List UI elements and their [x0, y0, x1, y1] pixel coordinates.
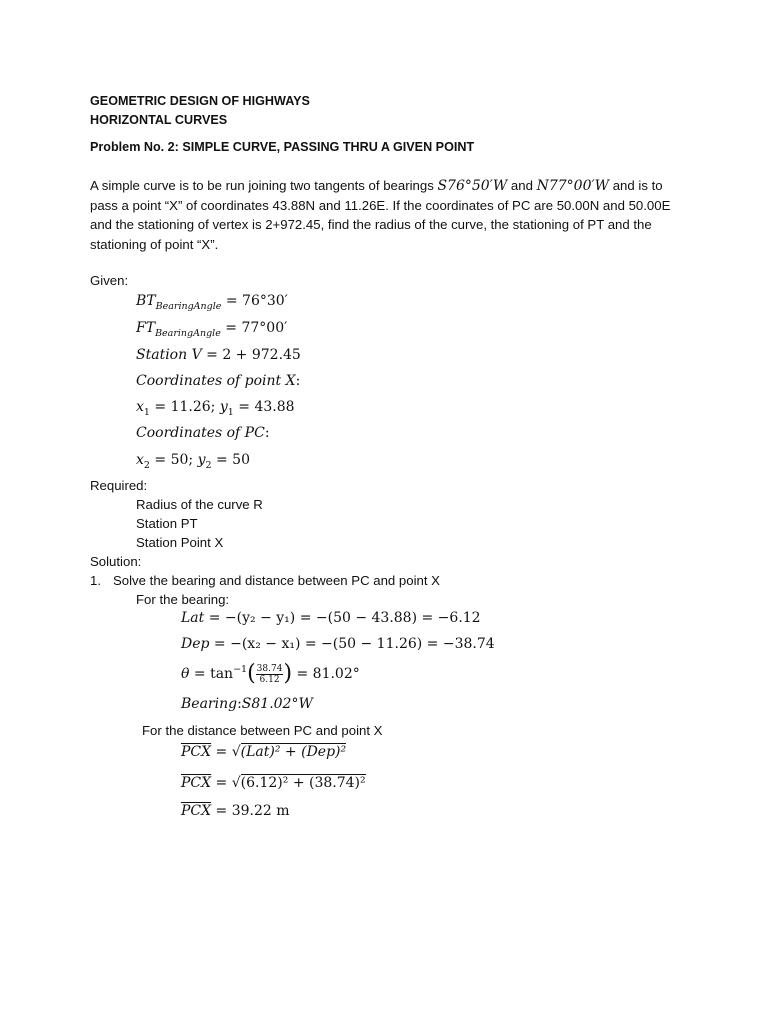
- bearing-result-label: Bearing: [181, 696, 238, 712]
- pcx-substitution: $\overline{PCX} = √(6.12)^2 + (38.74)^2$: [181, 775, 366, 791]
- bearing-1: S76°50′W: [437, 178, 508, 194]
- lat-eq-value: = −(y₂ − y₁) = −(50 − 43.88) = −6.12: [204, 610, 481, 626]
- theta-result: = 81.02°: [292, 666, 360, 682]
- given-x2-y2: $x_2 = 50$; $y_2 = 50$: [136, 452, 250, 471]
- pcx-symbol: $\overline{PCX}$: [181, 744, 212, 760]
- ft-value: = 77°00′: [220, 320, 288, 336]
- given-label: Given:: [90, 273, 129, 288]
- given-coord-pc-heading: Coordinates of PC:: [136, 425, 270, 441]
- coord-pc-label: Coordinates of PC: [136, 425, 265, 441]
- theta-equation: $\theta = \tan^{-1}$( $\frac{38.74}{6.12}$ ) = 81.02°: [181, 661, 360, 686]
- theta-denominator: 6.12: [259, 674, 280, 685]
- step-1-text: Solve the bearing and distance between PC and point X: [113, 573, 440, 588]
- given-bt: [136, 292, 288, 316]
- x1-value: = 11.26;: [149, 399, 220, 415]
- distance-intro: For the distance between PC and point X: [142, 723, 383, 738]
- problem-text-b: and: [507, 178, 537, 193]
- topic-title: HORIZONTAL CURVES: [90, 113, 228, 127]
- x2-value: = 50;: [149, 452, 198, 468]
- bearing-2: N77°00′W: [536, 178, 610, 194]
- course-title: GEOMETRIC DESIGN OF HIGHWAYS: [90, 94, 310, 108]
- dep-eq-value: = −(x₂ − x₁) = −(50 − 11.26) = −38.74: [209, 636, 495, 652]
- problem-statement: [90, 176, 690, 254]
- lat-equation: Lat = −(y₂ − y₁) = −(50 − 43.88) = −6.12: [181, 610, 481, 626]
- pcx-formula: $\overline{PCX} = √(Lat)^2 + (Dep)^2$: [181, 744, 347, 760]
- required-item: Station Point X: [136, 535, 224, 550]
- given-coord-x-heading: Coordinates of point X:: [136, 373, 301, 389]
- pcx-result-value: = 39.22 m: [211, 803, 290, 819]
- theta-fraction: [256, 664, 284, 685]
- step-1-number: 1.: [90, 573, 101, 588]
- y2-value: = 50: [211, 452, 250, 468]
- required-item: Radius of the curve R: [136, 497, 263, 512]
- bt-subscript: BearingAngle: [155, 301, 222, 312]
- bt-symbol: BT: [136, 293, 156, 309]
- given-station-v: [136, 346, 301, 364]
- solution-label: Solution:: [90, 554, 142, 569]
- given-ft: [136, 319, 287, 343]
- pcx-radicand-2: (6.12)² + (38.74)²: [240, 775, 366, 791]
- ft-subscript: BearingAngle: [155, 328, 221, 339]
- theta-numerator: 38.74: [256, 663, 283, 674]
- dep-equation: Dep = −(x₂ − x₁) = −(50 − 11.26) = −38.74: [181, 636, 495, 652]
- bt-value: = 76°30′: [221, 293, 288, 309]
- problem-text-a: A simple curve is to be run joining two tangents of bearings: [90, 178, 438, 193]
- given-x1-y1: $x_1 = 11.26$; $y_1 = 43.88$: [136, 399, 295, 418]
- pcx-result: [181, 802, 290, 820]
- bearing-intro: For the bearing:: [136, 592, 230, 607]
- pcx-radicand-1: (Lat)² + (Dep)²: [240, 744, 347, 760]
- coord-x-label: Coordinates of point X: [136, 373, 296, 389]
- pcx-symbol: $\overline{PCX}$: [181, 803, 212, 819]
- problem-title: Problem No. 2: SIMPLE CURVE, PASSING THRU A GIVEN POINT: [90, 140, 475, 154]
- required-label: Required:: [90, 478, 148, 493]
- problem-text-c: and is to pass a point “X” of coordinates 43.88N and 11.26E. If the coordinates of PC are 50.00N and 50.00E and the stationing of vertex is 2+972.45, find the radius of the curve, the stationing of PT and the stationing of point “X”.: [90, 178, 671, 252]
- pcx-symbol: $\overline{PCX}$: [181, 775, 212, 791]
- y1-value: = 43.88: [233, 399, 295, 415]
- bearing-result: Bearing:S81.02°W: [181, 696, 313, 712]
- station-v-label: Station V: [136, 347, 202, 363]
- bearing-result-value: S81.02°W: [241, 696, 313, 712]
- required-item: Station PT: [136, 516, 198, 531]
- station-v-value: = 2 + 972.45: [201, 347, 301, 363]
- ft-symbol: FT: [136, 320, 156, 336]
